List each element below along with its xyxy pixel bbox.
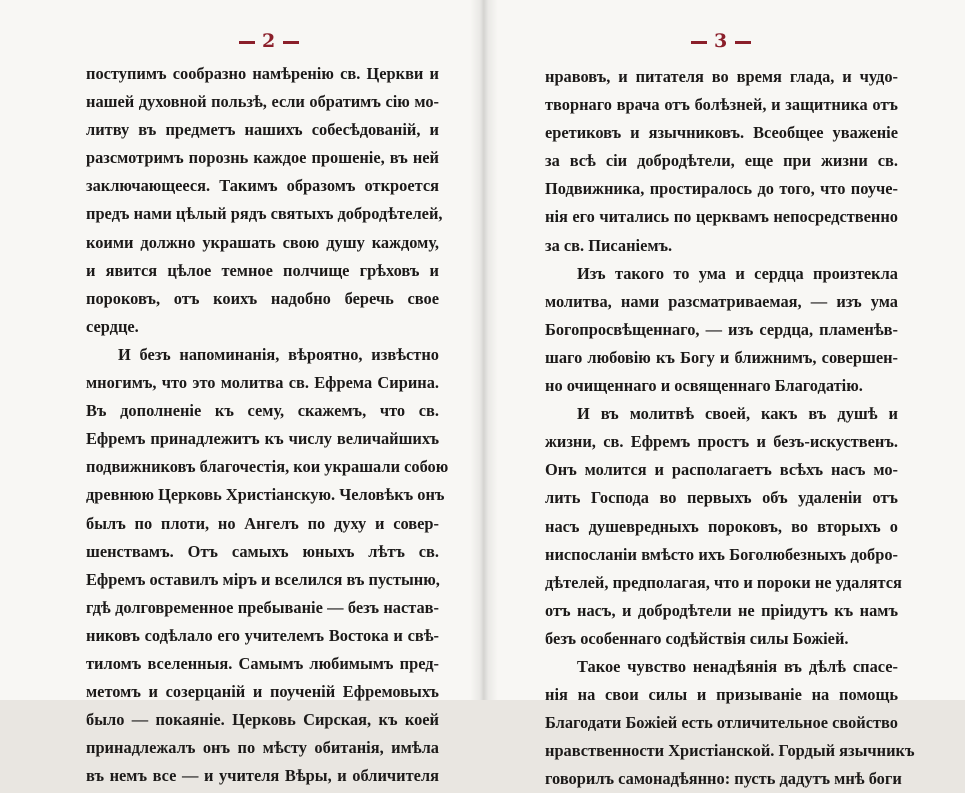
text-line: тиломъ вселенныя. Самымъ любимымъ пред- [86,653,439,673]
text-line: насъ душевредныхъ пороковъ, во вторыхъ о [545,516,898,536]
text-line: лить Господа во первыхъ объ удаленіи отъ [545,488,898,508]
text-line: И въ молитвѣ своей, какъ въ душѣ и [577,404,898,424]
text-line: Ефремъ принадлежитъ къ числу величайшихъ [86,429,439,449]
folio-dash-right [735,41,751,44]
text-line: коими должно украшать свою душу каждому, [86,232,439,252]
text-line: нія его читались по церквамъ непосредственно [545,207,898,227]
text-line: нравственности Христіанской. Гордый язычникъ [545,741,915,761]
text-line: литву въ предметъ нашихъ собесѣдованій, и [86,120,439,140]
text-line: въ немъ все — и учителя Вѣры, и обличителя [86,766,439,786]
text-line: Подвижника, простиралось до того, что поуче- [545,179,898,199]
text-line: былъ по плоти, но Ангелъ по духу и совер- [86,513,439,533]
text-line: шенствамъ. Отъ самыхъ юныхъ лѣтъ св. [86,541,439,561]
text-line: жизни, св. Ефремъ простъ и безъ-искуственъ. [545,432,898,452]
text-line: за св. Писаніемъ. [545,235,673,255]
text-line: нашей духовной пользѣ, если обратимъ сію мо- [86,92,439,112]
text-line: заключающееся. Такимъ образомъ откроется [86,176,439,196]
text-line: разсмотримъ порознь каждое прошеніе, въ ней [86,148,439,168]
text-line: говорилъ самонадѣянно: пусть дадутъ мнѣ боги [545,769,902,789]
text-line: Такое чувство ненадѣянія въ дѣлѣ спасе- [577,656,898,676]
text-line: пороковъ, отъ коихъ надобно беречь свое [86,288,439,308]
text-line: творнаго врача отъ болѣзней, и защитника отъ [545,95,898,115]
text-line: сердце. [86,316,139,336]
text-line: древнюю Церковь Христіанскую. Человѣкъ онъ [86,485,445,505]
text-line: Онъ молится и располагаетъ всѣхъ насъ мо- [545,460,898,480]
left-page-number [232,30,306,52]
text-line: Ефремъ оставилъ міръ и вселился въ пустыню, [86,569,440,589]
left-page-number-value: 2 [262,30,277,52]
text-line: поступимъ сообразно намѣренію св. Церкви и [86,64,439,83]
text-line: гдѣ долговременное пребываніе — безъ настав- [86,597,439,617]
text-line: безъ особеннаго содѣйствія силы Божіей. [545,628,849,648]
folio-dash-right [283,41,299,44]
text-line: нравовъ, и питателя во время глада, и чудо- [545,67,898,86]
text-line: шаго любовію къ Богу и ближнимъ, совершен- [545,347,898,367]
text-line: было — покаяніе. Церковь Сирская, къ коей [86,710,439,730]
text-line: многимъ, что это молитва св. Ефрема Сирина. [86,373,439,393]
right-page-number-value: 3 [714,30,729,52]
text-line: и явится цѣлое темное полчище грѣховъ и [86,260,439,280]
text-line: принадлежалъ онъ по мѣсту обитанія, имѣла [86,738,439,758]
text-line: Благодати Божіей есть отличительное свойство [545,713,898,733]
book-gutter [470,0,498,700]
text-line: Въ дополненіе къ сему, скажемъ, что св. [86,401,439,421]
right-page-text [545,63,915,793]
folio-dash-left [239,41,255,44]
folio-dash-left [691,41,707,44]
text-line: отъ насъ, и добродѣтели не пріидутъ къ намъ [545,600,898,620]
text-line: дѣтелей, предполагая, что и пороки не удалятся [545,572,902,592]
text-line: Богопросвѣщеннаго, — изъ сердца, пламенѣв- [545,319,898,339]
text-line: ниспосланіи вмѣсто ихъ Боголюбезныхъ добро- [545,544,898,564]
text-line: за всѣ сіи добродѣтели, еще при жизни св. [545,151,898,171]
right-page-number [684,30,758,52]
text-line: И безъ напоминанія, вѣроятно, извѣстно [118,344,439,364]
text-line: подвижниковъ благочестія, кои украшали собою [86,457,449,477]
text-line: молитва, нами разсматриваемая, — изъ ума [545,291,898,311]
text-line: предъ нами цѣлый рядъ святыхъ добродѣтелей, [86,204,443,224]
text-line: метомъ и созерцаній и поученій Ефремовыхъ [86,682,439,702]
text-line: нія на свои силы и призываніе на помощь [545,685,898,705]
text-line: еретиковъ и язычниковъ. Всеобщее уваженіе [545,123,898,143]
left-page-text [86,60,449,790]
text-line: никовъ содѣлало его учителемъ Востока и свѣ- [86,625,439,645]
text-line: но очищеннаго и освященнаго Благодатію. [545,376,863,396]
text-line: Изъ такого то ума и сердца произтекла [577,263,898,283]
